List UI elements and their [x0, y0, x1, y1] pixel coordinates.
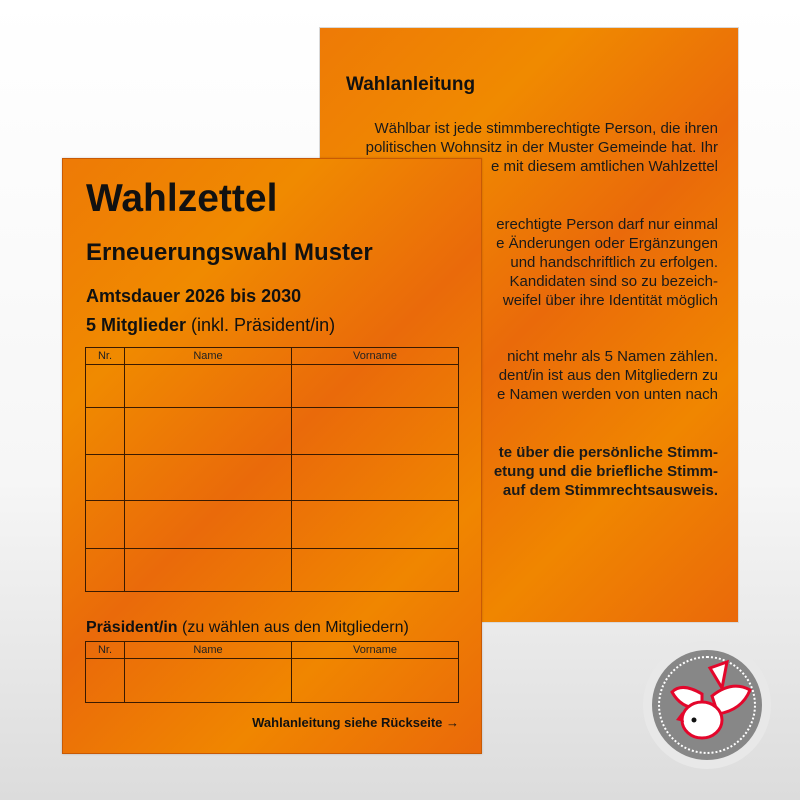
table-row[interactable] [86, 408, 459, 455]
instructions-bold-line: te über die persönliche Stimm- [498, 444, 718, 461]
members-label [86, 315, 335, 336]
instructions-line: Kandidaten sind so zu bezeich- [509, 273, 718, 290]
instructions-line: e Namen werden von unten nach [497, 386, 718, 403]
members-table [85, 347, 459, 592]
ballot-title: Wahlzettel [86, 177, 278, 220]
table-row[interactable] [86, 365, 459, 408]
col-nr: Nr. [86, 348, 125, 365]
members-note: (inkl. Präsident/in) [186, 315, 336, 335]
term: Amtsdauer 2026 bis 2030 [86, 286, 302, 306]
back-side-hint: Wahlanleitung siehe Rückseite → [252, 715, 459, 730]
instructions-line: weifel über ihre Identität möglich [502, 292, 718, 309]
members-count: 5 Mitglieder [86, 315, 187, 335]
president-note: (zu wählen aus den Mitgliedern) [177, 619, 409, 636]
col-nr: Nr. [86, 642, 125, 659]
col-name: Name [125, 642, 292, 659]
col-vorname: Vorname [292, 348, 459, 365]
instructions-line: und handschriftlich zu erfolgen. [510, 254, 718, 271]
table-row[interactable] [86, 659, 459, 703]
table-row[interactable] [86, 501, 459, 549]
instructions-line: erechtigte Person darf nur einmal [496, 216, 718, 233]
col-name: Name [125, 348, 292, 365]
instructions-title: Wahlanleitung [346, 74, 476, 95]
instructions-line: e Änderungen oder Ergänzungen [496, 235, 718, 252]
instructions-line: dent/in ist aus den Mitgliedern zu [498, 367, 718, 384]
instructions-line: e mit diesem amtlichen Wahlzettel [490, 158, 718, 175]
president-title: Präsident/in [86, 619, 178, 636]
table-row[interactable] [86, 455, 459, 501]
instructions-line: nicht mehr als 5 Namen zählen. [507, 348, 718, 365]
president-label [86, 619, 409, 637]
instructions-bold-line: etung und die briefliche Stimm- [493, 463, 718, 480]
election-name: Erneuerungswahl Muster [86, 239, 373, 266]
instructions-line: politischen Wohnsitz in der Muster Gemeinde hat. Ihr [365, 139, 718, 156]
president-table [85, 641, 459, 703]
instructions-line: Wählbar ist jede stimmberechtigte Person, die ihren [374, 120, 718, 137]
bird-logo-icon [643, 641, 771, 769]
col-vorname: Vorname [292, 642, 459, 659]
ballot-front-sheet [62, 158, 482, 754]
table-row[interactable] [86, 549, 459, 592]
instructions-bold-line: auf dem Stimmrechtsausweis. [502, 482, 718, 499]
